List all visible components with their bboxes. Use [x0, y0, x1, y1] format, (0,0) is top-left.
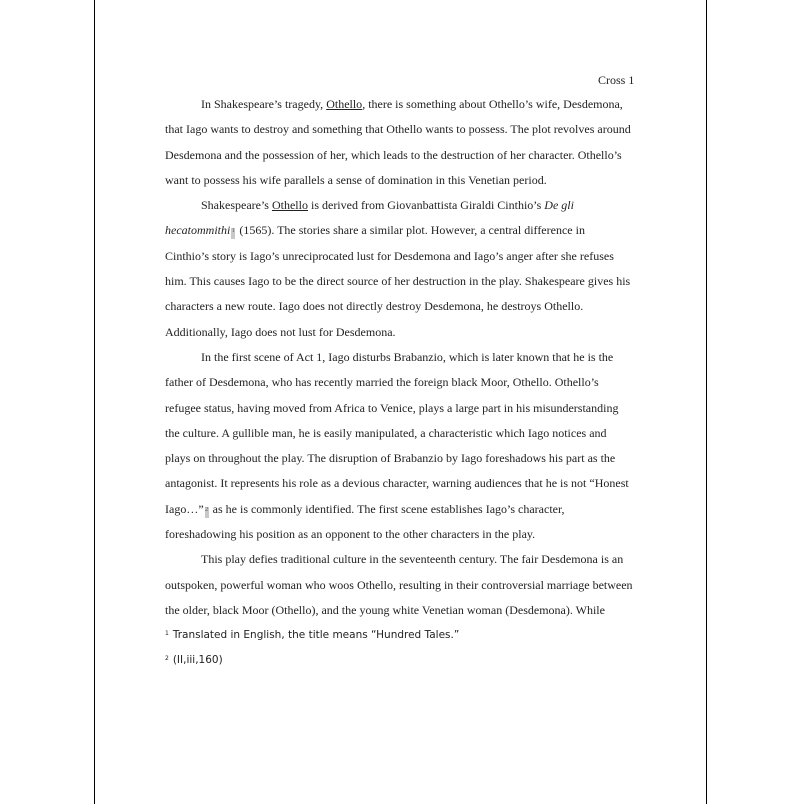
play-title: Othello: [326, 97, 363, 111]
footnote-text: Translated in English, the title means “Hundred Tales.”: [172, 629, 460, 641]
body-line: outspoken, powerful woman who woos Othello, resulting in their controversial marriage between: [165, 577, 633, 592]
text-run: Iago…”: [165, 501, 204, 516]
text-run: as he is commonly identified. The first scene establishes Iago’s character,: [209, 501, 565, 516]
play-title: Othello: [271, 198, 308, 213]
body-line: plays on throughout the play. The disruption of Brabanzio by Iago foreshadows his part as the: [165, 451, 616, 466]
body-line: This play defies traditional culture in the seventeenth century. The fair Desdemona is an: [201, 552, 624, 567]
page-header: Cross 1: [598, 73, 635, 87]
body-line: the culture. A gullible man, he is easily manipulated, a characteristic which Iago notices and: [165, 425, 607, 440]
body-line: foreshadowing his position as an opponent to the other characters in the play.: [165, 527, 536, 542]
source-title: hecatommithi: [165, 223, 231, 238]
body-line: want to possess his wife parallels a sense of domination in this Venetian period.: [165, 172, 547, 187]
body-line: Cinthio’s story is Iago’s unreciprocated lust for Desdemona and Iago’s anger after she refuses: [165, 248, 614, 263]
body-line: [165, 497, 641, 522]
footnote: [165, 629, 459, 654]
body-line: characters a new route. Iago does not directly destroy Desdemona, he destroys Othello.: [165, 299, 584, 314]
text-run: (1565). The stories share a similar plot. However, a central difference in: [236, 223, 585, 238]
body-line: [165, 218, 641, 243]
text-run: is derived from Giovanbattista Giraldi Cinthio’s: [307, 198, 545, 213]
footnote: [165, 654, 459, 679]
body-line: [165, 92, 641, 117]
text-run: Shakespeare’s: [201, 198, 272, 213]
body-line: Additionally, Iago does not lust for Desdemona.: [165, 324, 396, 339]
body-line: refugee status, having moved from Africa to Venice, plays a large part in his misunderstanding: [165, 400, 619, 415]
footnote-number: 2: [165, 655, 169, 662]
source-title: De gli: [544, 198, 574, 213]
body-line: him. This causes Iago to be the direct source of her destruction in the play. Shakespeare gives his: [165, 274, 631, 289]
body-line: the older, black Moor (Othello), and the young white Venetian woman (Desdemona). While: [165, 602, 605, 617]
footnotes: [165, 629, 459, 679]
text-run: In Shakespeare’s tragedy,: [201, 97, 327, 111]
body-line: Desdemona and the possession of her, which leads to the destruction of her character. Othello’s: [165, 147, 622, 162]
footnote-ref[interactable]: 1: [231, 228, 235, 239]
body-line: father of Desdemona, who has recently married the foreign black Moor, Othello. Othello’s: [165, 375, 599, 390]
body-line: [165, 193, 641, 218]
footnote-number: 1: [165, 630, 169, 637]
footnote-ref[interactable]: 2: [205, 507, 209, 518]
body-line: antagonist. It represents his role as a devious character, warning audiences that he is not “Honest: [165, 476, 629, 491]
text-run: , there is something about Othello’s wife, Desdemona,: [362, 97, 623, 111]
body-line: In the first scene of Act 1, Iago disturbs Brabanzio, which is later known that he is the: [201, 349, 614, 364]
document-body: [165, 92, 641, 623]
body-line: that Iago wants to destroy and something that Othello wants to possess. The plot revolves around: [165, 122, 631, 137]
footnote-text: (II,iii,160): [172, 654, 223, 666]
